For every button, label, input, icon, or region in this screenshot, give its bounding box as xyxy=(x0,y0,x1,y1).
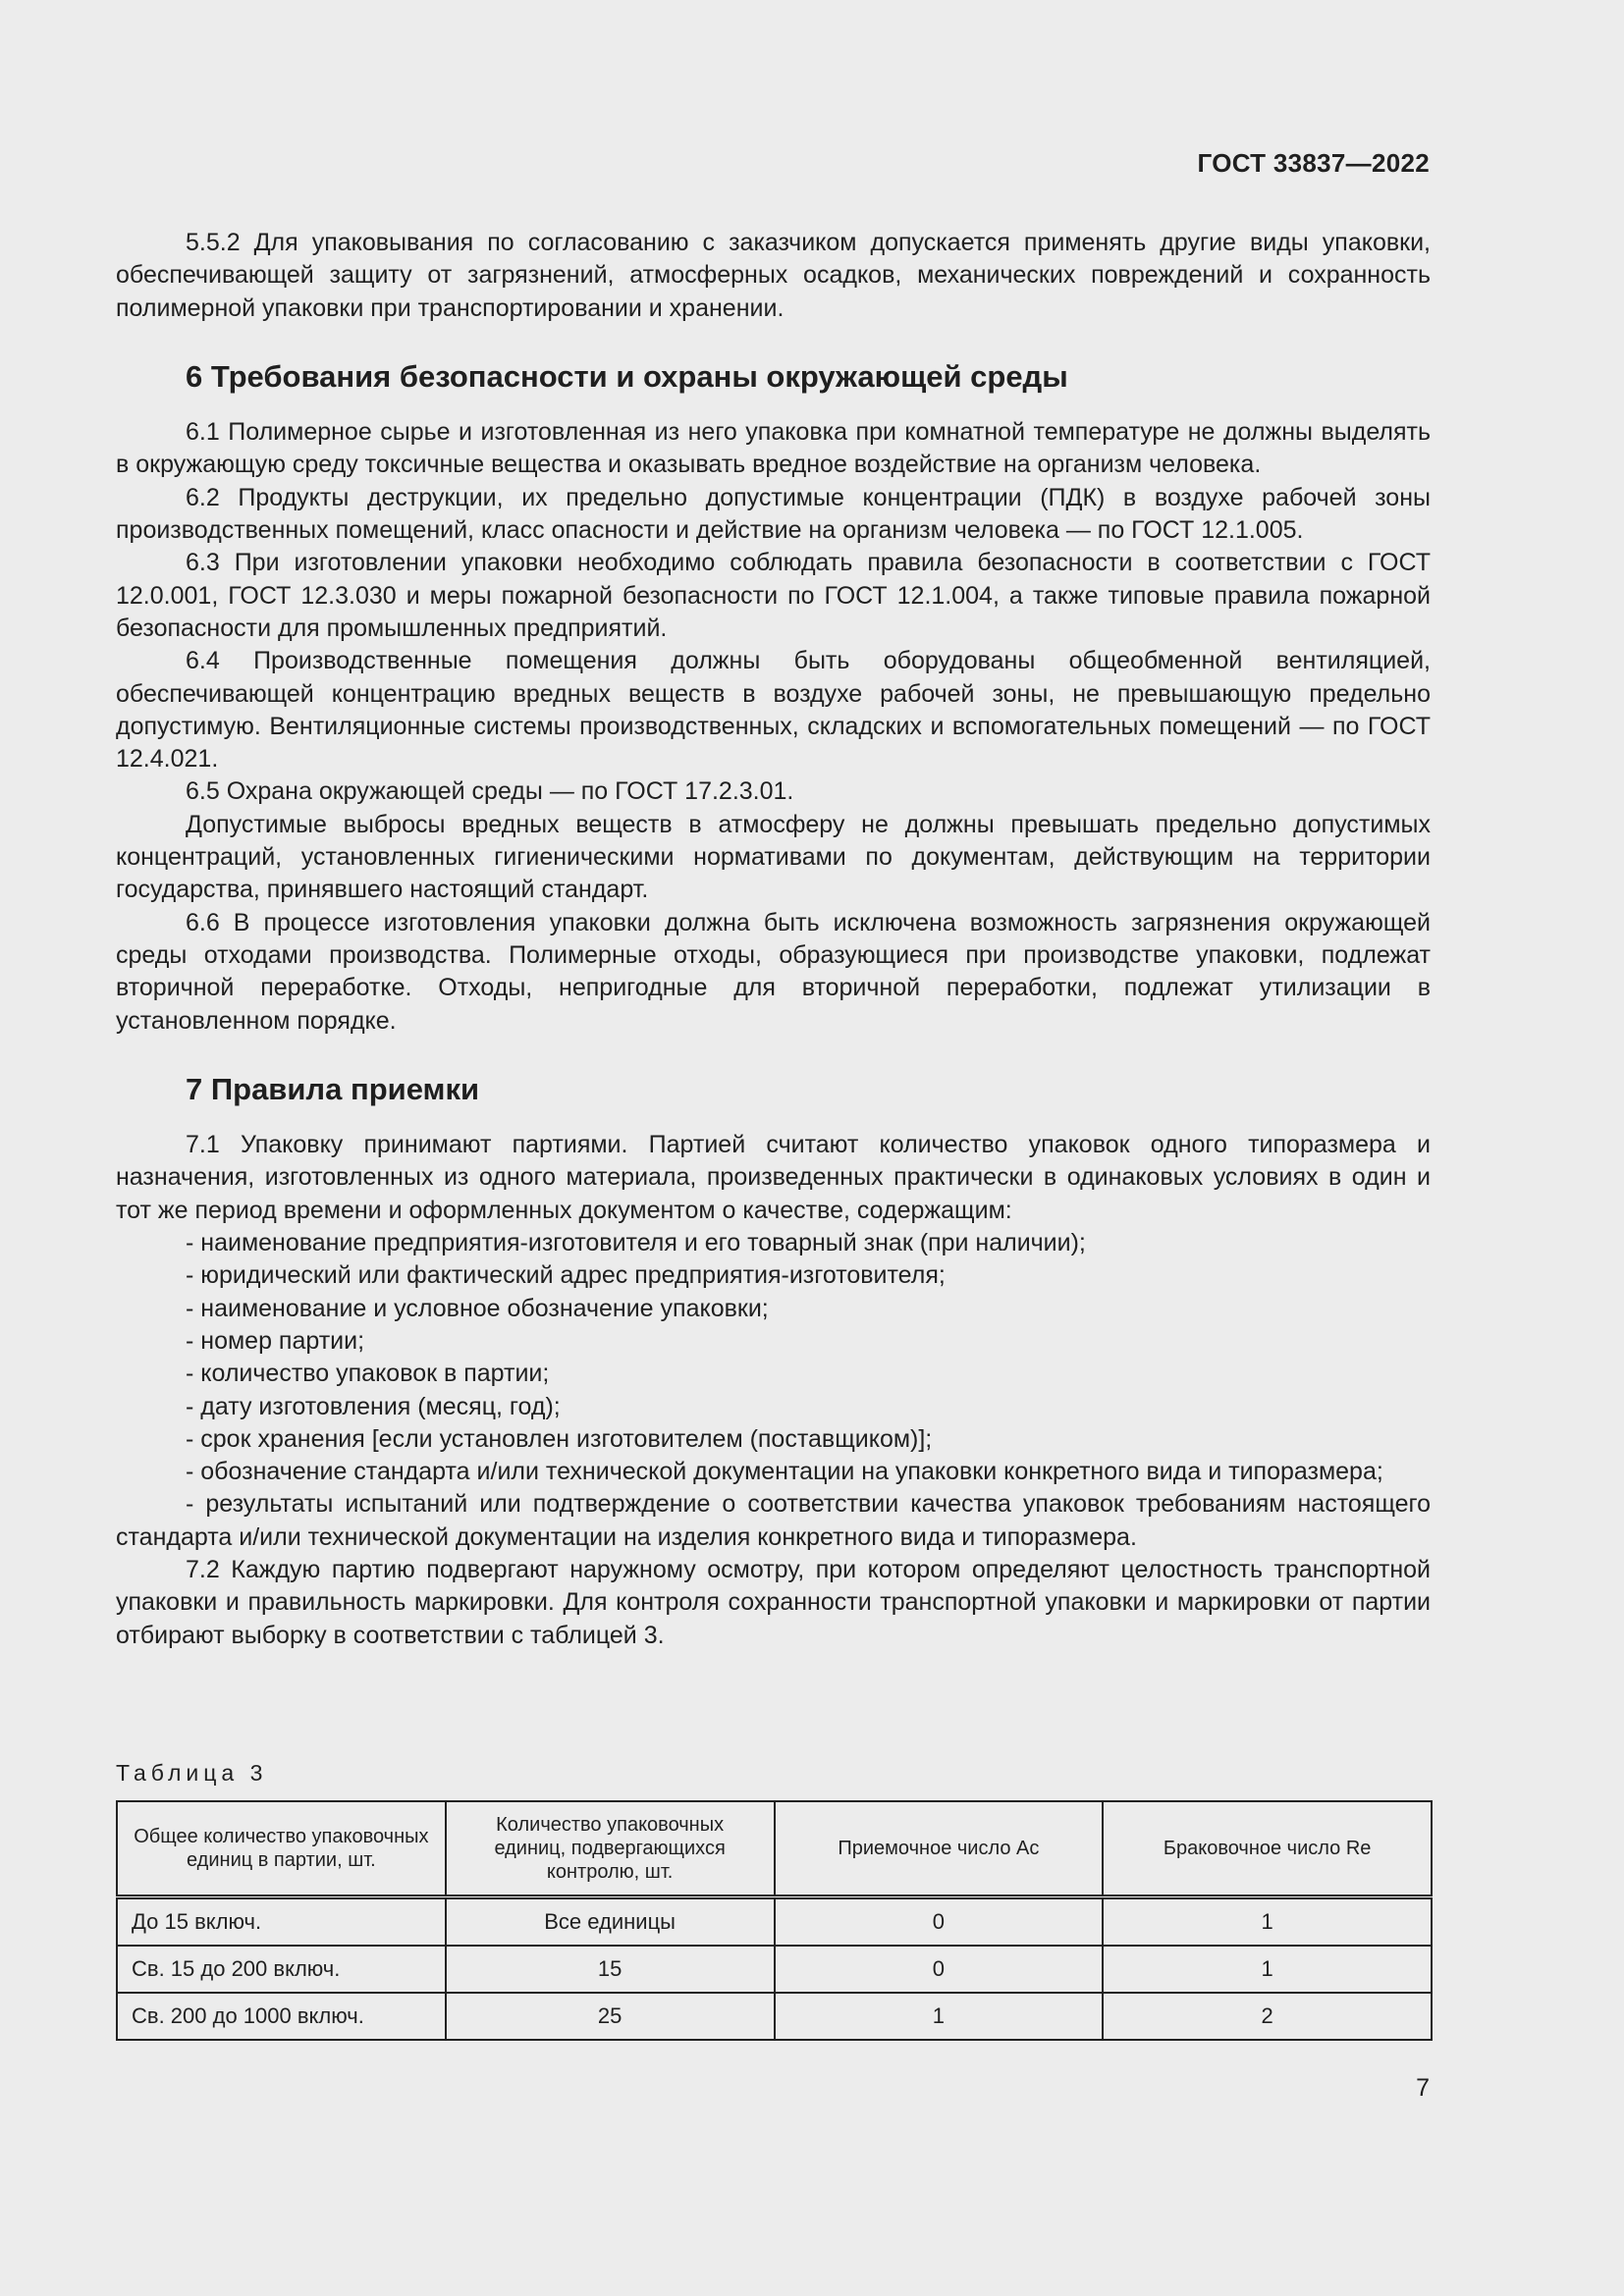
page-number: 7 xyxy=(1416,2074,1430,2102)
table-row xyxy=(117,1993,1432,2040)
paragraph: 6.1 Полимерное сырье и изготовленная из него упаковка при комнатной температуре не должны выделять в окружающую среду токсичные вещества и оказывать вредное воздействие на организм человека. xyxy=(116,418,1431,479)
list-item: - срок хранения [если установлен изготовителем (поставщиком)]; xyxy=(186,1424,933,1453)
list-item: - юридический или фактический адрес предприятия-изготовителя; xyxy=(186,1261,946,1290)
table-cell: 1 xyxy=(775,1993,1104,2040)
table-cell: 1 xyxy=(1103,1897,1432,1947)
document-body xyxy=(116,227,1431,1652)
document-header: ГОСТ 33837—2022 xyxy=(1197,148,1430,178)
table-cell: 15 xyxy=(446,1946,775,1993)
section-7-title: 7 Правила приемки xyxy=(186,1071,480,1106)
paragraph: 7.1 Упаковку принимают партиями. Партией считают количество упаковок одного типоразмера и назначения, изготовленных из одного материала, произведенных практически в одинаковых условиях в один и тот же период времени и оформленных документом о качестве, содержащим: xyxy=(116,1131,1431,1224)
table-row xyxy=(117,1946,1432,1993)
list-item: - обозначение стандарта и/или технической документации на упаковки конкретного вида и типоразмера; xyxy=(186,1458,1383,1486)
table-row xyxy=(117,1897,1432,1947)
paragraph: Допустимые выбросы вредных веществ в атмосферу не должны превышать предельно допустимых концентраций, установленных гигиеническими нормативами по документам, действующим на территории государства, принявшего настоящий стандарт. xyxy=(116,810,1431,904)
paragraph: 6.3 При изготовлении упаковки необходимо соблюдать правила безопасности в соответствии с ГОСТ 12.0.001, ГОСТ 12.3.030 и меры пожарной безопасности по ГОСТ 12.1.004, а также типовые правила пожарной безопасности для промышленных предприятий. xyxy=(116,549,1431,642)
paragraph: 6.5 Охрана окружающей среды — по ГОСТ 17.2.3.01. xyxy=(186,777,794,806)
list-item: - номер партии; xyxy=(186,1326,365,1355)
column-header: Общее количество упаковочных единиц в партии, шт. xyxy=(117,1801,446,1897)
column-header: Количество упаковочных единиц, подвергающихся контролю, шт. xyxy=(446,1801,775,1897)
list-item: - результаты испытаний или подтверждение о соответствии качества упаковок требованиям настоящего стандарта и/или технической документации на изделия конкретного вида и типоразмера. xyxy=(116,1490,1431,1551)
table-3 xyxy=(116,1800,1433,2041)
list-item: - наименование предприятия-изготовителя и его товарный знак (при наличии); xyxy=(186,1229,1086,1257)
column-header: Приемочное число Ас xyxy=(775,1801,1104,1897)
table-caption: Таблица 3 xyxy=(116,1760,268,1786)
table-header-row xyxy=(117,1801,1432,1897)
table-cell: Св. 200 до 1000 включ. xyxy=(117,1993,446,2040)
table-cell: Св. 15 до 200 включ. xyxy=(117,1946,446,1993)
list-item: - наименование и условное обозначение упаковки; xyxy=(186,1294,769,1322)
list-item: - дату изготовления (месяц, год); xyxy=(186,1392,561,1420)
column-header: Браковочное число Re xyxy=(1103,1801,1432,1897)
paragraph: 6.4 Производственные помещения должны быть оборудованы общеобменной вентиляцией, обеспечивающей концентрацию вредных веществ в воздухе рабочей зоны, не превышающую предельно допустимую. Вентиляционные системы производственных, складских и вспомогательных помещений — по ГОСТ 12.4.021. xyxy=(116,647,1431,774)
table-cell: 0 xyxy=(775,1946,1104,1993)
list-item: - количество упаковок в партии; xyxy=(186,1360,550,1388)
table-cell: 2 xyxy=(1103,1993,1432,2040)
table-cell: 1 xyxy=(1103,1946,1432,1993)
table-cell: 0 xyxy=(775,1897,1104,1947)
paragraph-5-5-2: 5.5.2 Для упаковывания по согласованию с заказчиком допускается применять другие виды упаковки, обеспечивающей защиту от загрязнений, атмосферных осадков, механических повреждений и сохранность полимерной упаковки при транспортировании и хранении. xyxy=(116,229,1431,322)
paragraph: 6.6 В процессе изготовления упаковки должна быть исключена возможность загрязнения окружающей среды отходами производства. Полимерные отходы, образующиеся при производстве упаковки, подлежат вторичной переработке. Отходы, непригодные для вторичной переработки, подлежат утилизации в установленном порядке. xyxy=(116,908,1431,1035)
table-cell: Все единицы xyxy=(446,1897,775,1947)
paragraph: 7.2 Каждую партию подвергают наружному осмотру, при котором определяют целостность транспортной упаковки и правильность маркировки. Для контроля сохранности транспортной упаковки и маркировки от партии отбирают выборку в соответствии с таблицей 3. xyxy=(116,1555,1431,1649)
paragraph: 6.2 Продукты деструкции, их предельно допустимые концентрации (ПДК) в воздухе рабочей зоны производственных помещений, класс опасности и действие на организм человека — по ГОСТ 12.1.005. xyxy=(116,483,1431,545)
section-6-title: 6 Требования безопасности и охраны окружающей среды xyxy=(186,358,1068,394)
table-cell: 25 xyxy=(446,1993,775,2040)
table-cell: До 15 включ. xyxy=(117,1897,446,1947)
